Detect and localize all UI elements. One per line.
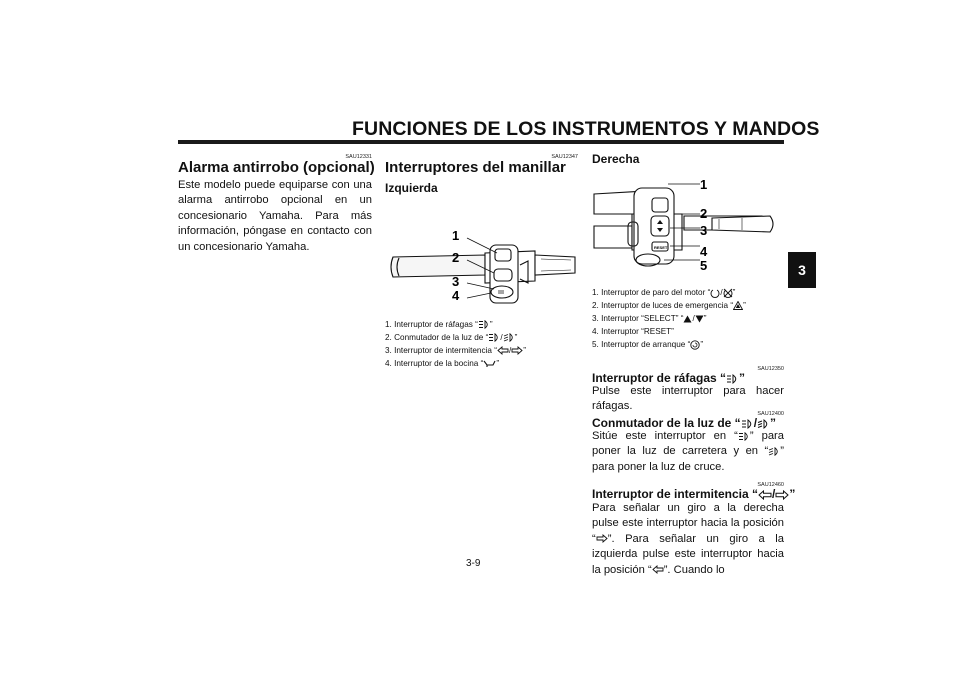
section-body: Para señalar un giro a la derecha pulse este interruptor hacia la posición “ ”. Para señalar un giro a la izquierda pulse este interruptor hacia la posición “ ”. Cuando lo (592, 502, 784, 576)
horn-icon (483, 359, 496, 368)
caption-left-2: 2. Conmutador de la luz de “ / ” (385, 333, 518, 342)
callout-1: 1 (452, 228, 460, 243)
engine-run-icon (710, 288, 720, 298)
high-beam-icon (738, 432, 750, 441)
callout-2: 2 (452, 250, 460, 265)
callout-2: 2 (700, 206, 708, 221)
turn-left-icon (758, 490, 772, 500)
right-switch-illustration (592, 170, 782, 278)
section-code: SAU12347 (551, 154, 578, 160)
callout-1: 1 (700, 177, 708, 192)
turn-right-icon (511, 346, 523, 355)
header-rule (178, 140, 784, 144)
high-beam-icon (741, 419, 754, 429)
section-code: SAU12460 (757, 482, 784, 488)
callout-4: 4 (700, 244, 708, 259)
reset-label: RESET (654, 245, 668, 250)
left-switch-illustration (385, 225, 578, 307)
low-beam-icon (757, 419, 770, 429)
callout-3: 3 (452, 274, 460, 289)
section-body: Sitúe este interruptor en “ ” para poner la luz de carretera y en “ ” para poner la luz de cruce. (592, 430, 784, 473)
section-code: SAU12350 (757, 366, 784, 372)
caption-right-3: 3. Interruptor “SELECT” “ / ” (592, 314, 707, 323)
page-number: 3-9 (466, 558, 481, 569)
caption-left-4: 4. Interruptor de la bocina “ ” (385, 359, 500, 368)
subheading-left: Izquierda (385, 181, 438, 195)
low-beam-icon (503, 333, 515, 342)
engine-stop-icon (723, 288, 733, 298)
triangle-down-icon (695, 315, 704, 323)
turn-right-icon (775, 490, 789, 500)
section-heading: Conmutador de la luz de “ / ” (592, 416, 777, 430)
callout-5: 5 (700, 258, 708, 273)
section-heading: Interruptores del manillar (385, 159, 566, 176)
section-heading: Interruptor de ráfagas “ ” (592, 371, 746, 385)
caption-right-2: 2. Interruptor de luces de emergencia “ ” (592, 301, 746, 310)
caption-right-5: 5. Interruptor de arranque “ ” (592, 340, 704, 349)
section-code: SAU12400 (757, 411, 784, 417)
section-body: Este modelo puede equiparse con una alarma antirrobo opcional en un concesionario Yamaha. Para más información, póngase en contacto con un concesionario Yamaha. (178, 179, 372, 253)
turn-left-icon (497, 346, 509, 355)
section-code: SAU12331 (345, 154, 372, 160)
high-beam-icon (726, 374, 739, 384)
page-title: FUNCIONES DE LOS INSTRUMENTOS Y MANDOS (352, 118, 820, 140)
turn-left-icon (652, 565, 664, 574)
section-body: Pulse este interruptor para hacer ráfagas. (592, 385, 784, 413)
hazard-icon (733, 301, 743, 310)
chapter-tab: 3 (788, 252, 816, 288)
section-heading: Alarma antirrobo (opcional) (178, 159, 375, 176)
high-beam-icon (478, 320, 490, 329)
high-beam-icon (488, 333, 500, 342)
caption-left-3: 3. Interruptor de intermitencia “ / ” (385, 346, 526, 355)
turn-right-icon (596, 534, 608, 543)
start-icon (690, 340, 700, 350)
callout-3: 3 (700, 223, 708, 238)
low-beam-icon (768, 447, 780, 456)
caption-right-1: 1. Interruptor de paro del motor “ / ” (592, 288, 736, 297)
caption-right-4: 4. Interruptor “RESET” (592, 327, 674, 336)
section-heading: Interruptor de intermitencia “ / ” (592, 487, 796, 501)
subheading-right: Derecha (592, 152, 640, 166)
callout-4: 4 (452, 288, 460, 303)
caption-left-1: 1. Interruptor de ráfagas “ ” (385, 320, 493, 329)
